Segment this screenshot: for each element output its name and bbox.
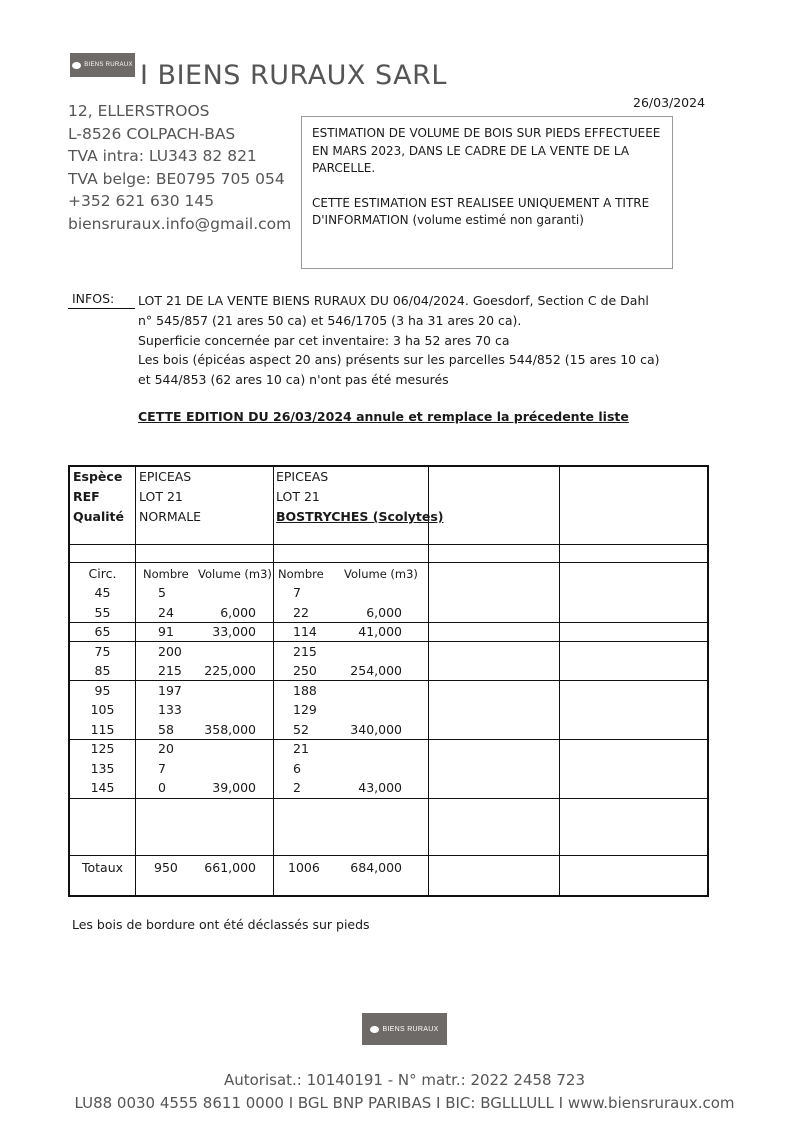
table-divider: [70, 855, 707, 856]
infos-line: Superficie concernée par cet inventaire: 3 ha 52 ares 70 ca: [138, 332, 510, 348]
nombre-value: 200: [158, 643, 182, 659]
table-divider: [70, 544, 707, 545]
nombre-header: Nombre: [278, 567, 324, 581]
nombre-value: 58: [158, 721, 174, 737]
circ-value: 145: [90, 780, 115, 795]
volume-value: 6,000: [220, 604, 256, 620]
nombre-value: 7: [158, 760, 166, 776]
circ-value: 55: [94, 604, 111, 620]
table-divider: [70, 641, 707, 642]
nombre-value: 52: [293, 721, 309, 737]
volume-value: 6,000: [366, 604, 402, 620]
document-date: 26/03/2024: [633, 95, 706, 110]
col2-qualite: BOSTRYCHES (Scolytes): [276, 509, 444, 524]
volume-value: 340,000: [350, 721, 402, 737]
circ-value: 135: [90, 760, 115, 776]
nombre-value: 133: [158, 702, 182, 717]
nombre-value: 2: [293, 780, 301, 795]
nombre-value: 215: [158, 663, 182, 678]
col2-espece: EPICEAS: [276, 469, 329, 484]
volume-header: Volume (m3): [198, 567, 272, 581]
row-label-ref: REF: [73, 489, 100, 504]
infos-line: n° 545/857 (21 ares 50 ca) et 546/1705 (3 ha 31 ares 20 ca).: [138, 312, 522, 328]
notice-paragraph: ESTIMATION DE VOLUME DE BOIS SUR PIEDS EFFECTUEEE EN MARS 2023, DANS LE CADRE DE LA VENTE DE LA PARCELLE.: [312, 126, 661, 175]
company-name: I BIENS RURAUX SARL: [140, 60, 447, 91]
infos-line: LOT 21 DE LA VENTE BIENS RURAUX DU 06/04/2024. Goesdorf, Section C de Dahl: [138, 293, 649, 308]
phone: +352 621 630 145: [68, 192, 215, 210]
infos-label: INFOS:: [72, 291, 115, 306]
col1-qualite: NORMALE: [139, 509, 202, 524]
nombre-value: 215: [293, 643, 317, 659]
total-nombre: 950: [154, 860, 178, 875]
nombre-value: 21: [293, 741, 309, 756]
circ-value: 75: [94, 643, 111, 659]
table-divider: [70, 622, 707, 623]
circ-value: 85: [94, 663, 111, 678]
address-line: L-8526 COLPACH-BAS: [68, 124, 236, 143]
table-divider: [70, 680, 707, 681]
circ-value: 95: [94, 682, 111, 698]
total-nombre: 1006: [288, 860, 320, 875]
nombre-value: 6: [293, 760, 301, 776]
table-divider: [273, 467, 274, 895]
circ-value: 105: [90, 702, 115, 717]
company-address: [68, 100, 291, 235]
leaf-icon: [72, 62, 81, 69]
email: biensruraux.info@gmail.com: [68, 214, 292, 233]
footnote: Les bois de bordure ont été déclassés sur pieds: [72, 917, 370, 932]
footer-bank: LU88 0030 4555 8611 0000 I BGL BNP PARIBAS I BIC: BGLLLULL I www.biensruraux.com: [74, 1094, 735, 1112]
col1-ref: LOT 21: [139, 489, 183, 504]
logo-text: BIENS RURAUX: [84, 62, 133, 68]
nombre-value: 7: [293, 585, 301, 600]
volume-value: 43,000: [358, 780, 402, 795]
infos-line: et 544/853 (62 ares 10 ca) n'ont pas été mesurés: [138, 372, 449, 388]
volume-value: 39,000: [212, 780, 256, 795]
nombre-value: 20: [158, 741, 174, 756]
infos-line: Les bois (épicéas aspect 20 ans) présents sur les parcelles 544/852 (15 ares 10 ca): [138, 352, 660, 368]
circ-value: 65: [94, 624, 111, 639]
volume-table: [68, 465, 709, 897]
volume-value: 41,000: [358, 624, 402, 639]
col2-ref: LOT 21: [276, 489, 320, 504]
circ-value: 125: [90, 741, 115, 756]
footer-registration: Autorisat.: 10140191 - N° matr.: 2022 2458 723: [223, 1071, 585, 1089]
row-label-espece: Espèce: [73, 469, 123, 484]
nombre-value: 197: [158, 682, 182, 698]
nombre-header: Nombre: [143, 567, 189, 581]
nombre-value: 22: [293, 604, 309, 620]
nombre-value: 114: [293, 624, 317, 639]
total-volume: 661,000: [204, 860, 256, 875]
volume-value: 33,000: [212, 624, 256, 639]
volume-value: 254,000: [350, 663, 402, 678]
vat-intra: TVA intra: LU343 82 821: [68, 147, 257, 165]
address-line: 12, ELLERSTROOS: [68, 102, 210, 120]
row-label-qualite: Qualité: [73, 509, 124, 524]
table-divider: [559, 467, 560, 895]
company-logo: [70, 53, 135, 77]
table-divider: [135, 467, 136, 895]
volume-value: 358,000: [204, 721, 256, 737]
infos-text: [138, 291, 660, 390]
nombre-value: 0: [158, 780, 166, 795]
col1-espece: EPICEAS: [139, 469, 192, 484]
nombre-value: 24: [158, 604, 174, 620]
vat-belge: TVA belge: BE0795 705 054: [68, 169, 285, 188]
nombre-value: 250: [293, 663, 317, 678]
leaf-icon: [370, 1026, 379, 1033]
volume-value: 225,000: [204, 663, 256, 678]
total-volume: 684,000: [350, 860, 402, 875]
infos-underline: [68, 308, 135, 309]
totals-label: Totaux: [81, 860, 124, 875]
nombre-value: 5: [158, 585, 166, 600]
volume-header: Volume (m3): [344, 567, 418, 581]
estimation-notice: [301, 116, 673, 269]
table-divider: [70, 562, 707, 563]
nombre-value: 91: [158, 624, 174, 639]
footer-logo: [362, 1013, 447, 1045]
table-divider: [70, 739, 707, 740]
nombre-value: 129: [293, 702, 317, 717]
table-divider: [70, 798, 707, 799]
notice-paragraph: CETTE ESTIMATION EST REALISEE UNIQUEMENT A TITRE D'INFORMATION (volume estimé non garanti): [312, 195, 650, 227]
circ-value: 45: [94, 585, 111, 600]
table-divider: [428, 467, 429, 895]
circ-header: Circ.: [88, 566, 117, 581]
edition-notice: CETTE EDITION DU 26/03/2024 annule et remplace la précedente liste: [138, 409, 629, 424]
circ-value: 115: [90, 721, 115, 737]
nombre-value: 188: [293, 682, 317, 698]
logo-text: BIENS RURAUX: [382, 1025, 439, 1033]
